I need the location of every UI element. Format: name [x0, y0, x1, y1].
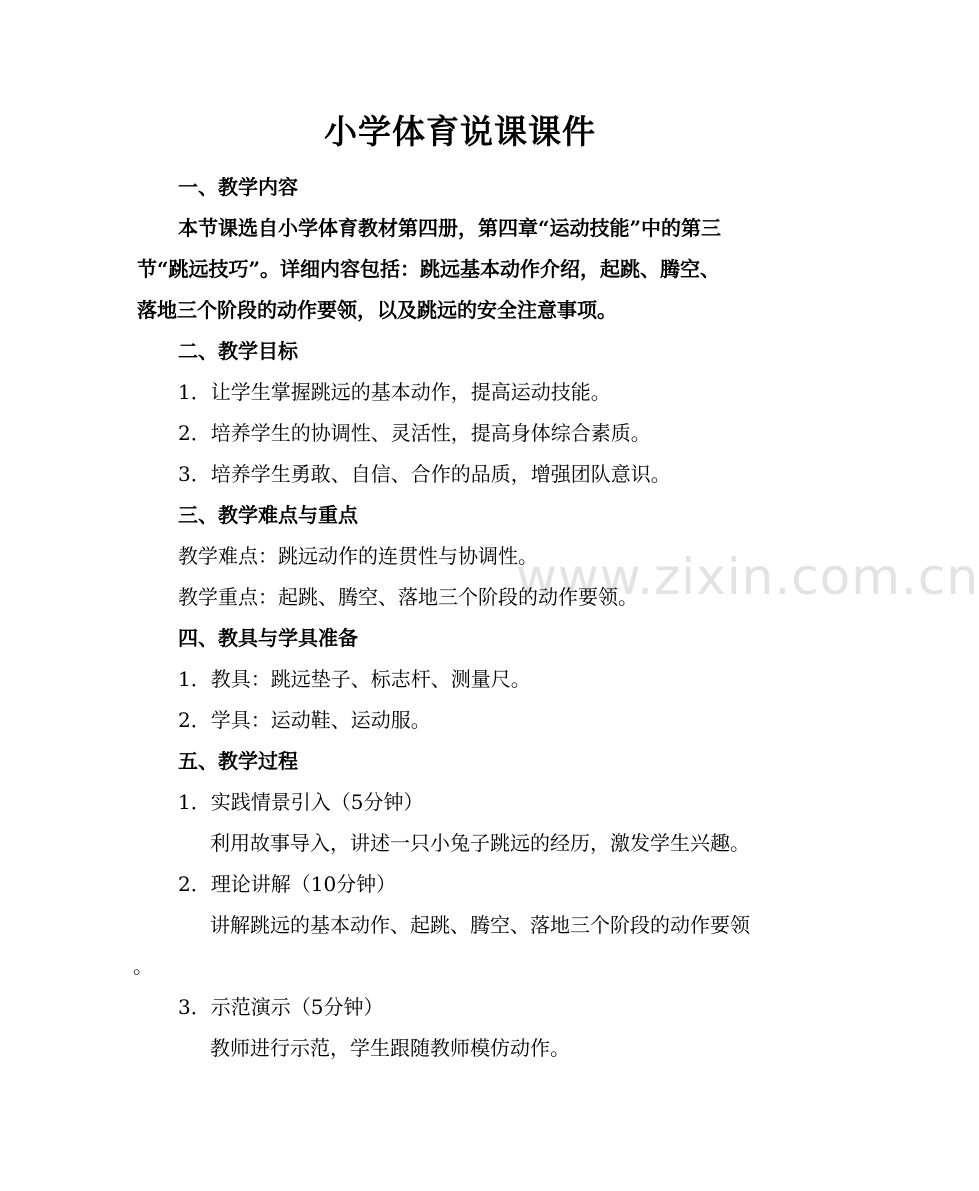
process-step-2-desc-line-2: 。	[133, 954, 153, 978]
content-paragraph-line-1: 本节课选自小学体育教材第四册，第四章“运动技能”中的第三	[178, 216, 722, 240]
difficulty-line: 教学难点：跳远动作的连贯性与协调性。	[178, 544, 538, 568]
tools-item-2: 2．学具：运动鞋、运动服。	[178, 708, 431, 732]
watermark: www.zixin.com.cn	[516, 548, 979, 606]
goal-item-1: 1．让学生掌握跳远的基本动作，提高运动技能。	[178, 380, 611, 404]
process-step-3-desc: 教师进行示范，学生跟随教师模仿动作。	[210, 1036, 570, 1060]
section-heading-goals: 二、教学目标	[178, 339, 298, 363]
content-paragraph-line-3: 落地三个阶段的动作要领，以及跳远的安全注意事项。	[137, 298, 617, 322]
section-heading-difficulty: 三、教学难点与重点	[178, 503, 358, 527]
page-title: 小学体育说课课件	[324, 112, 596, 151]
process-step-3-title: 3．示范演示（5分钟）	[178, 995, 384, 1019]
section-heading-tools: 四、教具与学具准备	[178, 626, 358, 650]
key-point-line: 教学重点：起跳、腾空、落地三个阶段的动作要领。	[178, 585, 638, 609]
goal-item-2: 2．培养学生的协调性、灵活性，提高身体综合素质。	[178, 421, 651, 445]
goal-item-3: 3．培养学生勇敢、自信、合作的品质，增强团队意识。	[178, 462, 671, 486]
tools-item-1: 1．教具：跳远垫子、标志杆、测量尺。	[178, 667, 531, 691]
process-step-2-desc-line-1: 讲解跳远的基本动作、起跳、腾空、落地三个阶段的动作要领	[210, 913, 750, 937]
process-step-1-desc: 利用故事导入，讲述一只小兔子跳远的经历，激发学生兴趣。	[210, 831, 750, 855]
section-heading-content: 一、教学内容	[178, 175, 298, 199]
process-step-1-title: 1．实践情景引入（5分钟）	[178, 790, 424, 814]
content-paragraph-line-2: 节“跳远技巧”。详细内容包括：跳远基本动作介绍，起跳、腾空、	[137, 257, 721, 281]
process-step-2-title: 2．理论讲解（10分钟）	[178, 872, 397, 896]
section-heading-process: 五、教学过程	[178, 749, 298, 773]
